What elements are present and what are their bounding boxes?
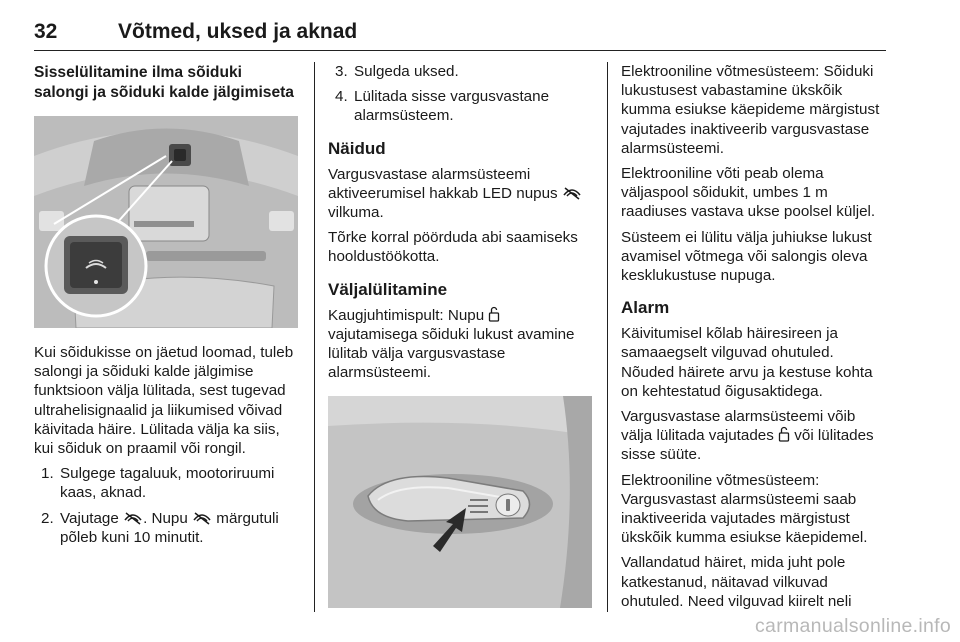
unlock-padlock-icon	[488, 306, 500, 322]
list-item-text-post: märgutuli põleb kuni 10 minutit.	[60, 509, 279, 546]
heading-alarm: Alarm	[621, 298, 670, 318]
door-handle-illustration	[328, 396, 592, 608]
naidud-text-pre: Vargusvastase alarmsüsteemi aktiveerumisel hakkab LED nupus	[328, 165, 558, 202]
list-item	[328, 62, 592, 81]
column-divider-1	[314, 62, 315, 612]
alarm-paragraph-2	[621, 407, 887, 465]
remote-text-pre: Kaugjuhtimispult: Nupu	[328, 306, 485, 324]
interior-monitoring-symbol-icon	[123, 511, 143, 525]
column-3	[621, 62, 887, 617]
list-item-number: 3.	[335, 63, 348, 80]
page-title: Võtmed, uksed ja aknad	[118, 20, 358, 43]
key-range-paragraph: Elektrooniline võti peab olema väljaspool sõidukit, umbes 1 m raadiuses vastava ukse poolsel küljel.	[621, 165, 876, 221]
alarm-text-post: või lülitades sisse süüte.	[621, 427, 874, 464]
heading-naidud: Näidud	[328, 138, 386, 158]
list-item-text-mid: . Nupu	[143, 509, 188, 527]
alarm-paragraph-4: Vallandatud häiret, mida juht pole katkestanud, näitavad vilkuvad ohutuled. Need vilguvad kiirelt neli	[621, 554, 852, 610]
watermark-footer: carmanualsonline.info	[755, 615, 951, 637]
unlock-padlock-icon	[778, 426, 790, 442]
list-item-text: Sulgege tagaluuk, mootoriruumi kaas, aknad.	[60, 465, 275, 502]
keyless-paragraph: Elektrooniline võtmesüsteem: Sõiduki lukustusest vabastamine ükskõik kumma esiukse käepideme märgistust vajutades inaktiveerib vargusvastase alarmsüsteemi.	[621, 63, 880, 157]
header-rule	[34, 50, 886, 51]
steps-list-2	[328, 62, 592, 126]
fault-paragraph: Tõrke korral pöörduda abi saamiseks hooldustöökotta.	[328, 229, 578, 266]
remote-unlock-paragraph	[328, 306, 592, 383]
list-item-number: 2.	[41, 509, 54, 527]
list-item-text: Lülitada sisse vargusvastane alarmsüsteem.	[354, 88, 550, 125]
interior-sensor-button-illustration	[34, 116, 298, 328]
alarm-text-pre: Vargusvastase alarmsüsteemi võib välja lülitada vajutades	[621, 408, 856, 445]
naidud-text-post: vilkuma.	[328, 204, 384, 222]
section-heading-interior-off: Sisselülitamine ilma sõiduki salongi ja sõiduki kalde jälgimiseta	[34, 64, 294, 101]
column-1	[34, 62, 298, 553]
list-item-text-pre: Vajutage	[60, 509, 119, 527]
interior-sensor-button-figure	[34, 116, 298, 328]
list-item-number: 4.	[335, 88, 348, 106]
heading-valjalulitamine: Väljalülitamine	[328, 279, 448, 299]
alarm-paragraph-1: Käivitumisel kõlab häiresireen ja samaaegselt vilguvad ohutuled. Nõuded häirete arvu ja kestuse kohta on kehtestatud õigusaktidega.	[621, 325, 873, 400]
list-item	[328, 87, 592, 125]
interior-monitoring-symbol-icon	[562, 186, 582, 200]
door-handle-figure	[328, 396, 592, 608]
intro-paragraph: Kui sõidukisse on jäetud loomad, tuleb salongi ja sõiduki kalde jälgimise funktsioon välja lülitada, sest tugevad ultrahelisignaalid ja liikumised võivad käivitada häire. Lülitada välja ka siis, kui sõiduk on praamil või rongil.	[34, 344, 294, 458]
not-deactivated-paragraph: Süsteem ei lülitu välja juhiukse lukust avamisel võtmega või salongis oleva kesklukustuse nupuga.	[621, 228, 872, 285]
list-item-number: 1.	[41, 465, 54, 483]
interior-monitoring-symbol-icon	[192, 511, 212, 525]
list-item	[34, 509, 298, 547]
list-item	[34, 464, 298, 502]
remote-text-post: vajutamisega sõiduki lukust avamine lülitab välja vargusvastase alarmsüsteemi.	[328, 325, 575, 382]
list-item-text: Sulgeda uksed.	[354, 63, 459, 80]
column-divider-2	[607, 62, 608, 612]
page-number: 32	[34, 20, 58, 43]
column-2	[328, 62, 592, 608]
alarm-paragraph-3: Elektrooniline võtmesüsteem: Vargusvastast alarmsüsteemi saab inaktiveerida vajutades märgistust ükskõik kumma esiukse käepidemel.	[621, 471, 868, 547]
naidud-paragraph	[328, 165, 592, 223]
steps-list-1	[34, 464, 298, 547]
